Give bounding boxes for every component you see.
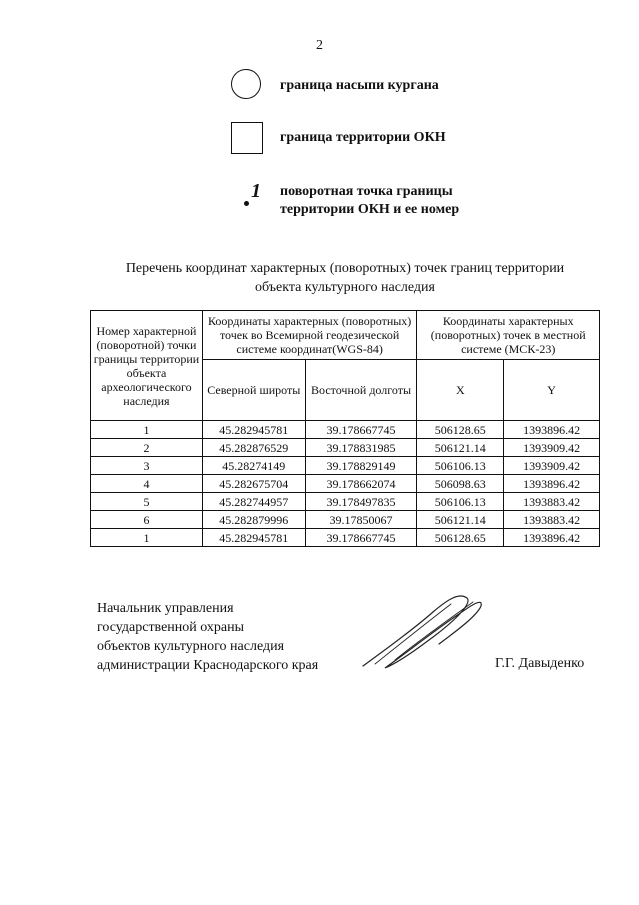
signatory-name: Г.Г. Давыденко [495, 656, 585, 671]
cell-x: 506098.63 [417, 475, 504, 493]
header-point-number: Номер характерной (поворотной) точки границы территории объекта археологического наследия [91, 311, 203, 421]
cell-longitude: 39.178497835 [305, 493, 417, 511]
table-row [91, 511, 600, 529]
signatory-title-line: государственной охраны [97, 620, 245, 635]
territory-boundary-square-icon [231, 122, 263, 154]
cell-point-number: 2 [91, 439, 203, 457]
cell-latitude: 45.282945781 [202, 421, 305, 439]
header-east-longitude: Восточной долготы [305, 360, 417, 421]
cell-longitude: 39.178829149 [305, 457, 417, 475]
cell-y: 1393883.42 [504, 511, 600, 529]
signatory-title [97, 599, 318, 675]
header-north-latitude: Северной широты [202, 360, 305, 421]
page-number: 2 [316, 38, 323, 53]
table-row [91, 529, 600, 547]
cell-x: 506128.65 [417, 421, 504, 439]
legend-text-turning-point [280, 183, 459, 219]
cell-point-number: 6 [91, 511, 203, 529]
cell-longitude: 39.178831985 [305, 439, 417, 457]
cell-point-number: 1 [91, 529, 203, 547]
cell-point-number: 1 [91, 421, 203, 439]
table-title [60, 259, 630, 297]
cell-x: 506121.14 [417, 439, 504, 457]
table-row [91, 493, 600, 511]
cell-latitude: 45.282744957 [202, 493, 305, 511]
coordinates-table [90, 310, 600, 547]
header-wgs84: Координаты характерных (поворотных) точек во Всемирной геодезической системе координат(WGS-84) [202, 311, 417, 360]
cell-latitude: 45.282876529 [202, 439, 305, 457]
cell-y: 1393896.42 [504, 475, 600, 493]
cell-x: 506106.13 [417, 493, 504, 511]
cell-y: 1393909.42 [504, 457, 600, 475]
cell-y: 1393896.42 [504, 421, 600, 439]
legend-line: поворотная точка границы [280, 184, 453, 199]
signatory-title-line: администрации Краснодарского края [97, 658, 319, 673]
cell-longitude: 39.178667745 [305, 421, 417, 439]
table-row [91, 421, 600, 439]
cell-longitude: 39.17850067 [305, 511, 417, 529]
cell-x: 506128.65 [417, 529, 504, 547]
table-title-line: объекта культурного наследия [255, 280, 435, 295]
turning-point-number: 1 [251, 180, 261, 202]
cell-longitude: 39.178662074 [305, 475, 417, 493]
legend-text-territory-boundary [280, 129, 446, 147]
cell-latitude: 45.28274149 [202, 457, 305, 475]
cell-y: 1393883.42 [504, 493, 600, 511]
turning-point-icon [244, 180, 268, 212]
cell-latitude: 45.282675704 [202, 475, 305, 493]
mound-boundary-circle-icon [231, 69, 261, 99]
table-row [91, 439, 600, 457]
handwritten-signature [355, 580, 495, 680]
turning-point-dot-icon [244, 201, 249, 206]
cell-longitude: 39.178667745 [305, 529, 417, 547]
cell-y: 1393896.42 [504, 529, 600, 547]
header-y: Y [504, 360, 600, 421]
header-x: X [417, 360, 504, 421]
legend-line: граница насыпи кургана [280, 78, 439, 93]
table-row [91, 457, 600, 475]
signatory-title-line: Начальник управления [97, 601, 234, 616]
table-row [91, 475, 600, 493]
cell-point-number: 5 [91, 493, 203, 511]
cell-x: 506106.13 [417, 457, 504, 475]
legend-line: территории ОКН и ее номер [280, 202, 460, 217]
table-title-line: Перечень координат характерных (поворотных) точек границ территории [125, 261, 565, 276]
cell-latitude: 45.282879996 [202, 511, 305, 529]
cell-x: 506121.14 [417, 511, 504, 529]
header-local-msk23: Координаты характерных (поворотных) точек в местной системе (МСК-23) [417, 311, 600, 360]
cell-point-number: 4 [91, 475, 203, 493]
signatory-title-line: объектов культурного наследия [97, 639, 285, 654]
cell-y: 1393909.42 [504, 439, 600, 457]
cell-latitude: 45.282945781 [202, 529, 305, 547]
cell-point-number: 3 [91, 457, 203, 475]
table-header-row [91, 311, 600, 360]
legend-line: граница территории ОКН [280, 130, 446, 145]
legend-text-mound-boundary [280, 77, 439, 95]
